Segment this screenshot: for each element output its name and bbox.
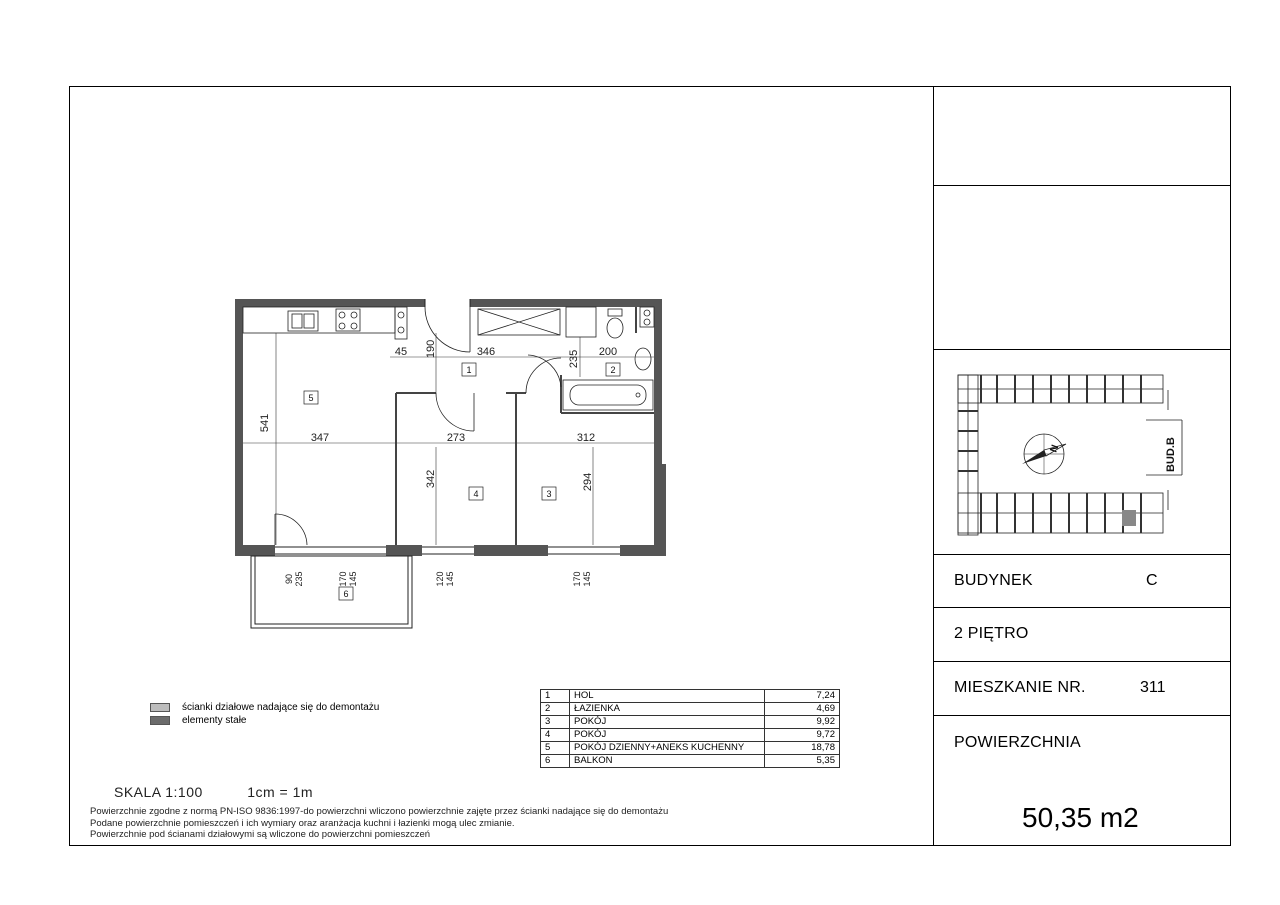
room-name: POKÓJ xyxy=(570,716,765,729)
dim-190: 190 xyxy=(425,339,437,359)
building-value: C xyxy=(1146,572,1158,589)
dim-541: 541 xyxy=(259,413,271,433)
table-row xyxy=(541,755,840,768)
dim-294: 294 xyxy=(582,472,594,492)
table-row xyxy=(541,729,840,742)
compass-icon xyxy=(1022,434,1066,474)
dim-347: 347 xyxy=(310,432,330,444)
room-number: 2 xyxy=(541,703,570,716)
room-area: 7,24 xyxy=(765,690,840,703)
room-tag-boxes xyxy=(304,363,620,600)
win-dim-120: 120 xyxy=(435,571,445,587)
tb-blank-top xyxy=(934,87,1231,186)
table-row xyxy=(541,690,840,703)
compass-letter: N xyxy=(1048,443,1062,455)
dim-273: 273 xyxy=(446,432,466,444)
plan-area xyxy=(70,87,933,845)
room-tag-5: 5 xyxy=(308,393,314,403)
notes xyxy=(90,806,668,841)
balcony xyxy=(251,556,412,628)
bathroom-fixtures xyxy=(478,307,654,410)
dim-312: 312 xyxy=(576,432,596,444)
room-name: HOL xyxy=(570,690,765,703)
room-tag-2: 2 xyxy=(610,365,616,375)
dim-200: 200 xyxy=(598,346,618,358)
room-number: 1 xyxy=(541,690,570,703)
legend-label-partitions: ścianki działowe nadające się do demontażu xyxy=(182,701,380,713)
floor-plan xyxy=(70,87,933,647)
building-b-label: BUD.B xyxy=(1165,437,1177,472)
table-row xyxy=(541,703,840,716)
win-dim-145a: 145 xyxy=(348,571,358,587)
room-number: 3 xyxy=(541,716,570,729)
apartment-label: MIESZKANIE NR. xyxy=(954,679,1086,696)
dim-45: 45 xyxy=(394,346,408,358)
kitchen-units xyxy=(243,307,407,339)
outer-walls xyxy=(235,299,666,556)
site-plan xyxy=(934,350,1231,555)
legend-item-partitions xyxy=(150,701,379,714)
legend xyxy=(150,701,379,727)
title-block xyxy=(933,87,1231,845)
win-dim-170a: 170 xyxy=(338,571,348,587)
win-dim-145b: 145 xyxy=(445,571,455,587)
room-number: 6 xyxy=(541,755,570,768)
tb-floor xyxy=(934,608,1231,662)
room-tag-3: 3 xyxy=(546,489,552,499)
room-name: BALKON xyxy=(570,755,765,768)
note-line: Powierzchnie pod ścianami działowymi są wliczone do powierzchni pomieszczeń xyxy=(90,829,431,840)
tb-building xyxy=(934,555,1231,608)
drawing-sheet xyxy=(69,86,1231,846)
room-name: POKÓJ DZIENNY+ANEKS KUCHENNY xyxy=(570,742,765,755)
room-number: 5 xyxy=(541,742,570,755)
tb-apartment xyxy=(934,662,1231,716)
dim-342: 342 xyxy=(425,469,437,489)
room-number: 4 xyxy=(541,729,570,742)
building-label: BUDYNEK xyxy=(954,572,1033,589)
room-area: 4,69 xyxy=(765,703,840,716)
scale-label: SKALA 1:100 xyxy=(114,784,203,800)
win-dim-90: 90 xyxy=(284,573,294,585)
legend-swatch-light xyxy=(150,703,170,712)
room-name: POKÓJ xyxy=(570,729,765,742)
area-label: POWIERZCHNIA xyxy=(954,734,1081,751)
dim-235: 235 xyxy=(568,349,580,369)
table-row xyxy=(541,742,840,755)
room-area: 9,92 xyxy=(765,716,840,729)
scale-equivalence: 1cm = 1m xyxy=(247,784,314,800)
area-value: 50,35 m2 xyxy=(1022,802,1139,833)
room-name: ŁAZIENKA xyxy=(570,703,765,716)
win-dim-235: 235 xyxy=(294,571,304,587)
floor-label: 2 PIĘTRO xyxy=(954,625,1029,642)
room-tag-6: 6 xyxy=(343,589,349,599)
door-swings xyxy=(275,307,561,545)
room-tag-1: 1 xyxy=(466,365,472,375)
room-area: 9,72 xyxy=(765,729,840,742)
apartment-value: 311 xyxy=(1140,679,1166,696)
legend-swatch-dark xyxy=(150,716,170,725)
legend-item-fixed xyxy=(150,714,379,727)
dim-346: 346 xyxy=(476,346,496,358)
room-area: 18,78 xyxy=(765,742,840,755)
win-dim-145c: 145 xyxy=(582,571,592,587)
table-row xyxy=(541,716,840,729)
tb-area xyxy=(934,716,1231,845)
tb-site-plan xyxy=(934,350,1231,555)
win-dim-170b: 170 xyxy=(572,571,582,587)
legend-label-fixed: elementy stałe xyxy=(182,714,247,726)
room-area: 5,35 xyxy=(765,755,840,768)
scale-note xyxy=(114,784,313,800)
room-tag-4: 4 xyxy=(473,489,479,499)
note-line: Podane powierzchnie pomieszczeń i ich wymiary oraz aranżacja kuchni i łazienki mogą ulec zmianie. xyxy=(90,817,515,829)
tb-blank-middle xyxy=(934,186,1231,350)
note-line: Powierzchnie zgodne z normą PN-ISO 9836:1997-do powierzchni wliczono powierzchnie zajęte przez ścianki nadające się do demontażu xyxy=(90,806,669,817)
rooms-table xyxy=(540,689,840,768)
